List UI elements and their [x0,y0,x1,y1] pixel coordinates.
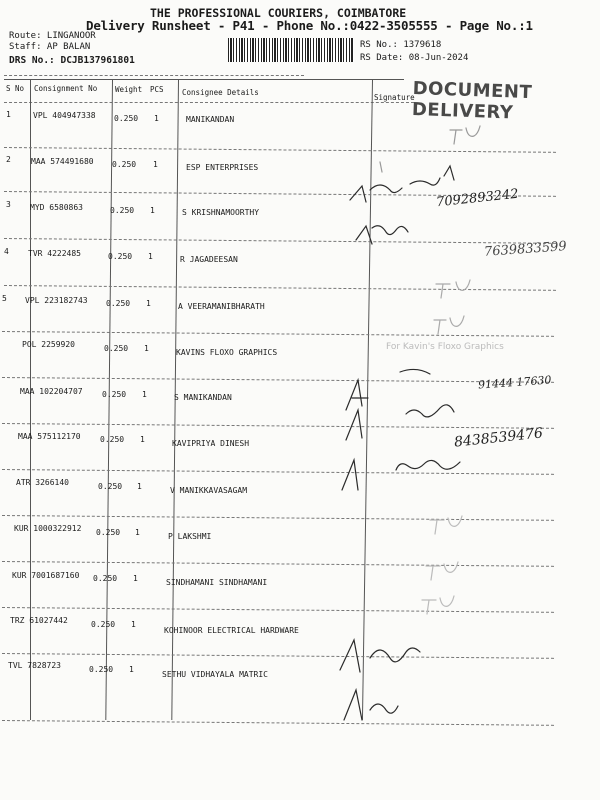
row-consignment: MAA 574491680 [31,157,94,166]
row-consignee: ESP ENTERPRISES [186,163,259,172]
row-consignee: S MANIKANDAN [174,393,232,402]
company-name: THE PROFESSIONAL COURIERS, COIMBATORE [150,6,407,20]
row-weight: 0.250 [102,390,127,399]
row-consignee: V MANIKKAVASAGAM [170,486,248,495]
row-consignment: MAA 575112170 [18,432,81,441]
row-pcs: 1 [146,299,151,308]
row-weight: 0.250 [106,299,131,308]
row-pcs: 1 [142,390,147,399]
document-delivery-stamp: DOCUMENT DELIVERY [411,78,533,124]
row-consignee: R JAGADEESAN [180,255,238,264]
company-stamp-faint: For Kavin's Floxo Graphics [386,342,504,352]
col-header-consignment: Consignment No [34,84,98,93]
row-pcs: 1 [140,435,145,444]
col-header-consignee: Consignee Details [182,88,259,97]
col-header-signature: Signature [374,93,415,102]
row-consignee: KAVIPRIYA DINESH [172,439,250,448]
handwritten-phone: 7639833599 [483,239,568,260]
row-weight: 0.250 [89,665,114,674]
row-consignee: A VEERAMANIBHARATH [178,302,265,311]
row-consignee: SETHU VIDHAYALA MATRIC [162,670,268,679]
row-pcs: 1 [148,252,153,261]
row-sno: 3 [6,200,11,209]
staff-label: Staff: AP BALAN [9,42,91,52]
handwritten-phone: 91444 17630 [477,373,552,392]
header-rule [4,79,404,80]
col-header-pcs: PCS [150,85,164,94]
row-consignment: TVR 4222485 [28,249,81,258]
row-consignment: VPL 404947338 [33,111,96,120]
row-consignment: POL 2259920 [22,340,75,349]
row-consignment: VPL 223182743 [25,296,88,305]
row-consignment: ATR 3266140 [16,478,69,487]
row-consignee: P LAKSHMI [168,532,212,541]
signature-strokes [340,110,600,730]
row-pcs: 1 [150,206,155,215]
row-weight: 0.250 [112,160,137,169]
rs-date: RS Date: 08-Jun-2024 [360,53,469,63]
row-weight: 0.250 [96,528,121,537]
row-consignee: S KRISHNAMOORTHY [182,208,260,217]
row-consignment: KUR 7001687160 [12,571,80,580]
row-sno: 5 [2,294,7,303]
runsheet-title: Delivery Runsheet - P41 - Phone No.:0422-3505555 - Page No.:1 [86,18,533,33]
barcode-image [228,38,354,62]
row-consignee: SINDHAMANI SINDHAMANI [166,578,268,587]
row-pcs: 1 [137,482,142,491]
row-pcs: 1 [135,528,140,537]
drs-number: DRS No.: DCJB137961801 [9,55,135,66]
row-pcs: 1 [144,344,149,353]
handwritten-phone: 7092893242 [435,186,520,211]
row-weight: 0.250 [104,344,129,353]
route-label: Route: LINGANOOR [9,31,96,41]
row-pcs: 1 [153,160,158,169]
handwritten-phone: 8438539476 [453,425,544,451]
rs-number: RS No.: 1379618 [360,40,442,50]
row-weight: 0.250 [110,206,135,215]
row-pcs: 1 [154,114,159,123]
header-top-rule [4,75,304,76]
header-bottom-rule [4,102,414,103]
row-consignment: MAA 102204707 [20,387,83,396]
row-pcs: 1 [133,574,138,583]
row-consignment: KUR 1000322912 [14,524,82,533]
row-consignment: TVL 7828723 [8,661,61,670]
row-consignee: KAVINS FLOXO GRAPHICS [176,348,278,357]
row-weight: 0.250 [93,574,118,583]
col-header-sno: S No [6,84,25,93]
row-weight: 0.250 [108,252,133,261]
row-consignment: MYD 6580863 [30,203,83,212]
row-consignee: KOHINOOR ELECTRICAL HARDWARE [164,626,299,635]
row-weight: 0.250 [100,435,125,444]
row-sno: 1 [6,110,11,119]
row-consignment: TRZ 61027442 [10,616,68,625]
row-pcs: 1 [131,620,136,629]
row-weight: 0.250 [91,620,116,629]
row-weight: 0.250 [98,482,123,491]
row-consignee: MANIKANDAN [186,115,235,124]
row-sno: 2 [6,155,11,164]
col-header-weight: Weight [115,85,143,94]
row-pcs: 1 [129,665,134,674]
row-weight: 0.250 [114,114,139,123]
row-sno: 4 [4,247,9,256]
